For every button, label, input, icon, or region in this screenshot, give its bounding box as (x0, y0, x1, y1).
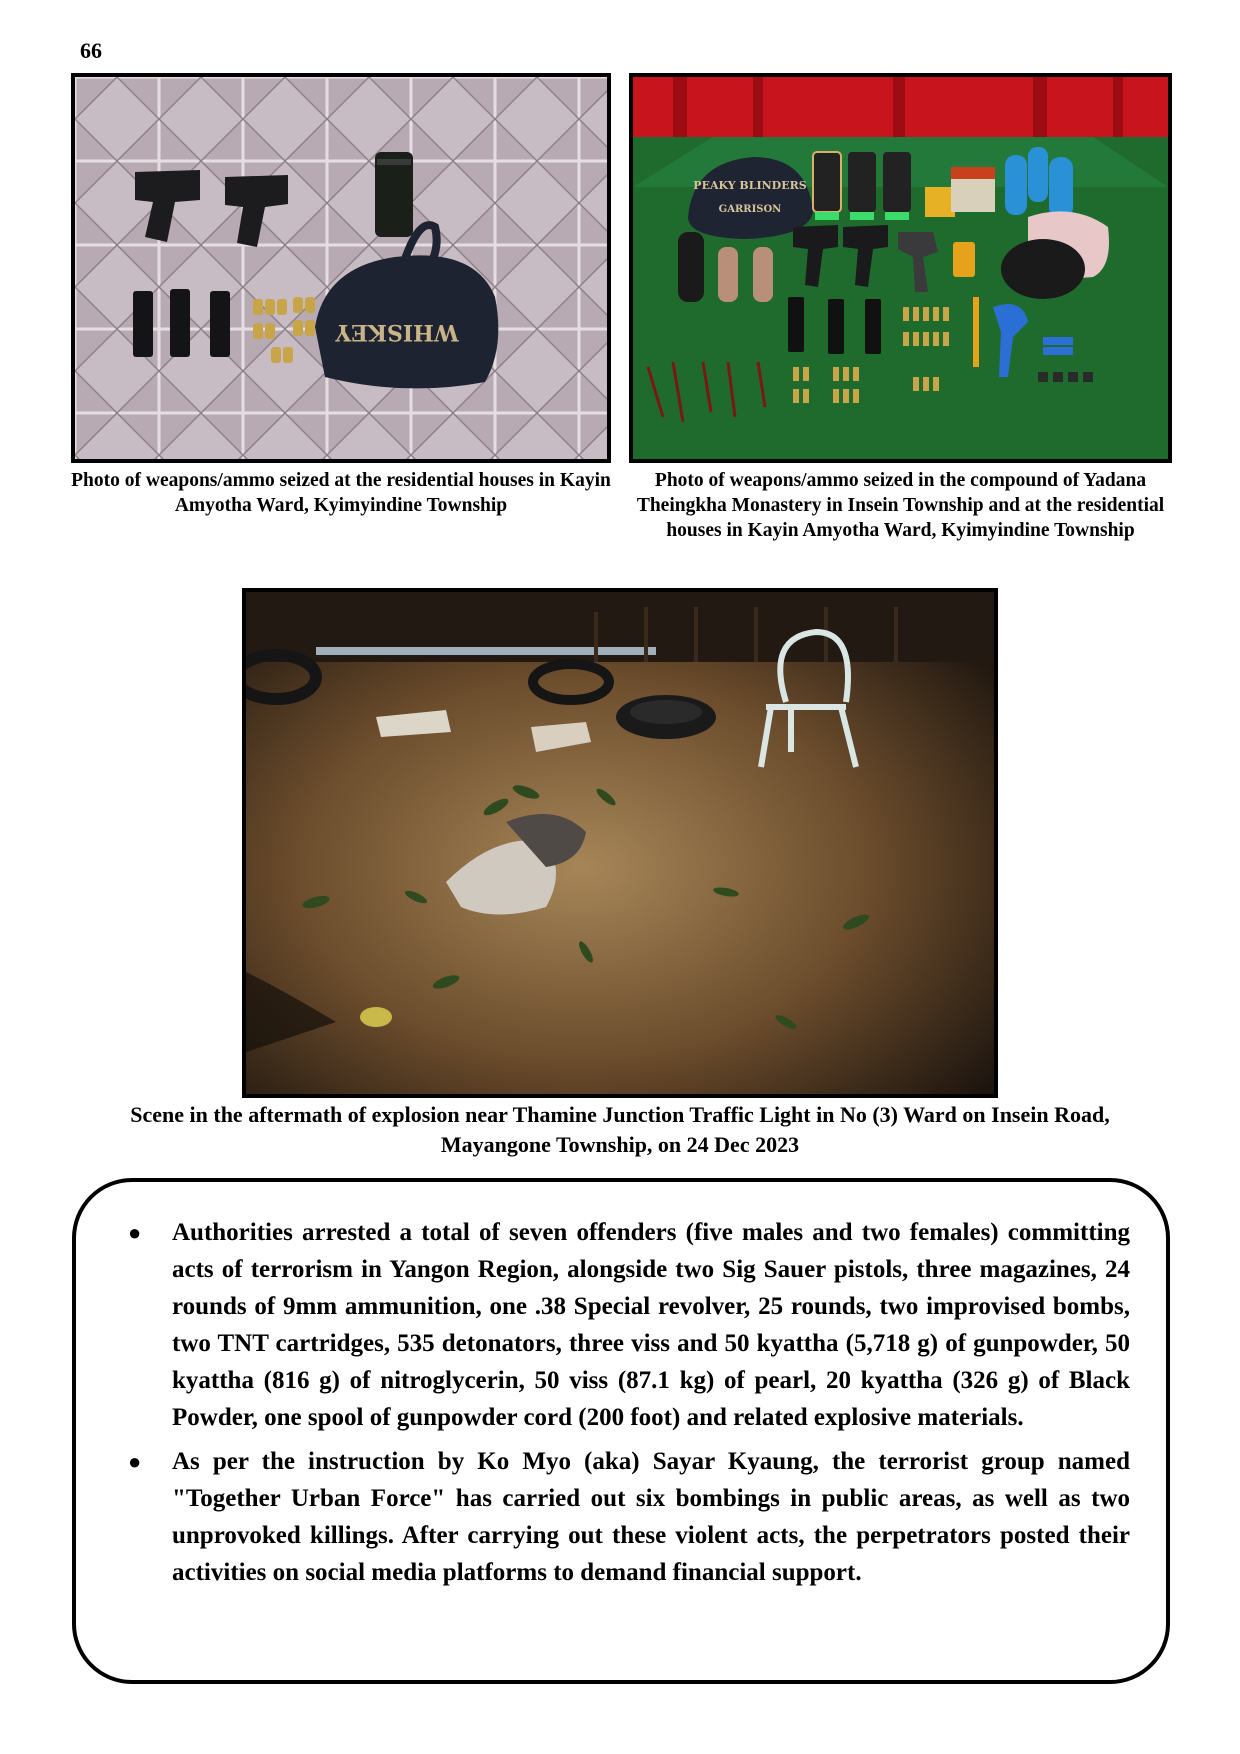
summary-bullet-arrests (106, 1214, 1130, 1436)
explosion-scene-image (246, 592, 994, 1094)
summary-text-bombings: As per the instruction by Ko Myo (aka) Sayar Kyaung, the terrorist group named "Together Urban Force" has carried out six bombings in public areas, as well as two unprovoked killings. After carrying out these violent acts, the perpetrators posted their activities on social media platforms to demand financial support. (172, 1448, 1130, 1586)
bullet-dot: ● (128, 1220, 142, 1245)
weapons-table-image (633, 77, 1168, 459)
summary-text-arrests: Authorities arrested a total of seven offenders (five males and two females) committing acts of terrorism in Yangon Region, alongside two Sig Sauer pistols, three magazines, 24 rounds of 9mm ammunition, one .38 Special revolver, 25 rounds, two improvised bombs, two TNT cartridges, 535 detonators, three viss and 50 kyattha (5,718 g) of gunpowder, 50 kyattha (816 g) of nitroglycerin, 50 viss (87.1 kg) of pearl, 20 kyattha (326 g) of Black Powder, one spool of gunpowder cord (200 foot) and related explosive materials. (172, 1219, 1130, 1431)
summary-bullet-bombings (106, 1443, 1130, 1591)
photo-caption-table: Photo of weapons/ammo seized in the compound of Yadana Theingkha Monastery in Insein Township and at the residential houses in Kayin Amyotha Ward, Kyimyindine Township (636, 470, 1165, 541)
photo-caption-floor: Photo of weapons/ammo seized at the residential houses in Kayin Amyotha Ward, Kyimyindine Township (71, 470, 611, 516)
bag-label-2: GARRISON (718, 204, 782, 215)
explosion-scene-photo (242, 588, 998, 1098)
bag-label-1: PEAKY BLINDERS (693, 179, 807, 192)
summary-box (72, 1178, 1170, 1684)
weapons-photo-table (629, 73, 1172, 463)
photo-caption-explosion: Scene in the aftermath of explosion near Thamine Junction Traffic Light in No (3) Ward on Insein Road, Mayangone Township, on 24 Dec 2023 (130, 1102, 1110, 1157)
weapons-photo-floor (71, 73, 611, 463)
bullet-dot: ● (128, 1449, 142, 1474)
weapons-floor-image (75, 77, 607, 459)
page-number: 66 (80, 38, 102, 63)
summary-list (106, 1214, 1130, 1591)
bag-label: WHISKEY (335, 319, 459, 345)
